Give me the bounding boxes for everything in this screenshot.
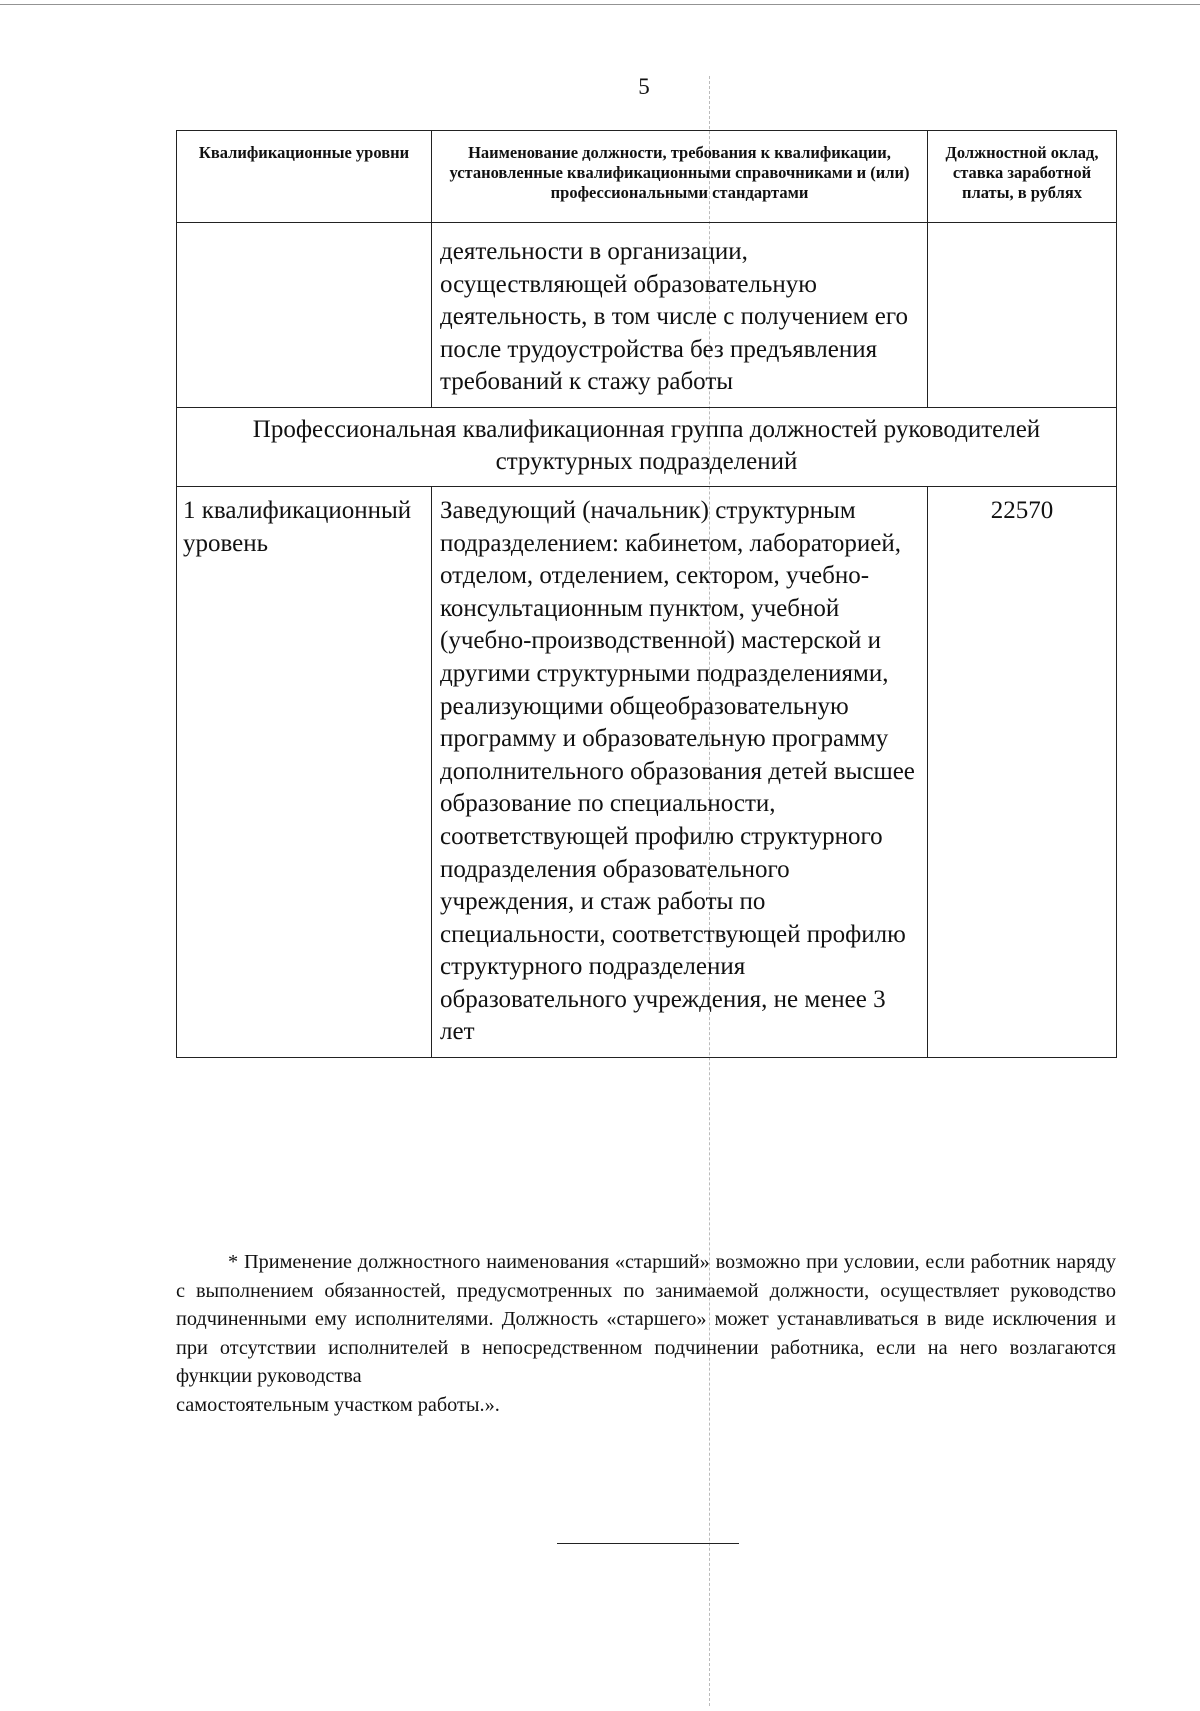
footnote-text: * Применение должностного наименования «старший» возможно при условии, если работник наряду с выполнением обязанностей, предусмотренных по занимаемой должности, осуществляет руководство подчиненными ему исполнителями. Должность «старшего» может устанавливаться в виде исключения и при отсутствии исполнителей в непосредственном подчинении работника, если на него возлагаются функции руководства [176, 1251, 1116, 1387]
continuation-level-cell [177, 223, 432, 408]
group-title-row [177, 407, 1117, 486]
closing-line [557, 1543, 739, 1544]
header-position: Наименование должности, требования к квалификации, установленные квалификационными справочниками и (или) профессиональными стандартами [432, 131, 928, 223]
scan-edge-line [0, 4, 1200, 5]
footnote [176, 1248, 1116, 1419]
table-header-row [177, 131, 1117, 223]
page-number: 5 [638, 74, 650, 99]
position-requirements-cell: Заведующий (начальник) структурным подразделением: кабинетом, лабораторией, отделом, отделением, сектором, учебно-консультационным пунктом, учебной (учебно-производственной) мастерской и другими структурными подразделениями, реализующими общеобразовательную программу и образовательную программу дополнительного образования детей высшее образование по специальности, соответствующей профилю структурного подразделения образовательного учреждения, и стаж работы по специальности, соответствующей профилю структурного подразделения образовательного учреждения, не менее 3 лет [432, 486, 928, 1057]
level-cell: 1 квалификационный уровень [177, 486, 432, 1057]
table-row [177, 486, 1117, 1057]
header-levels: Квалификационные уровни [177, 131, 432, 223]
group-title: Профессиональная квалификационная группа должностей руководителей структурных подразделений [177, 407, 1117, 486]
table-row [177, 223, 1117, 408]
continuation-text-cell: деятельности в организации, осуществляющей образовательную деятельность, в том числе с получением его после трудоустройства без предъявления требований к стажу работы [432, 223, 928, 408]
salary-cell: 22570 [928, 486, 1117, 1057]
header-salary: Должностной оклад, ставка заработной платы, в рублях [928, 131, 1117, 223]
footnote-last-line: самостоятельным участком работы.». [176, 1393, 500, 1416]
qualification-table [176, 130, 1117, 1058]
continuation-salary-cell [928, 223, 1117, 408]
